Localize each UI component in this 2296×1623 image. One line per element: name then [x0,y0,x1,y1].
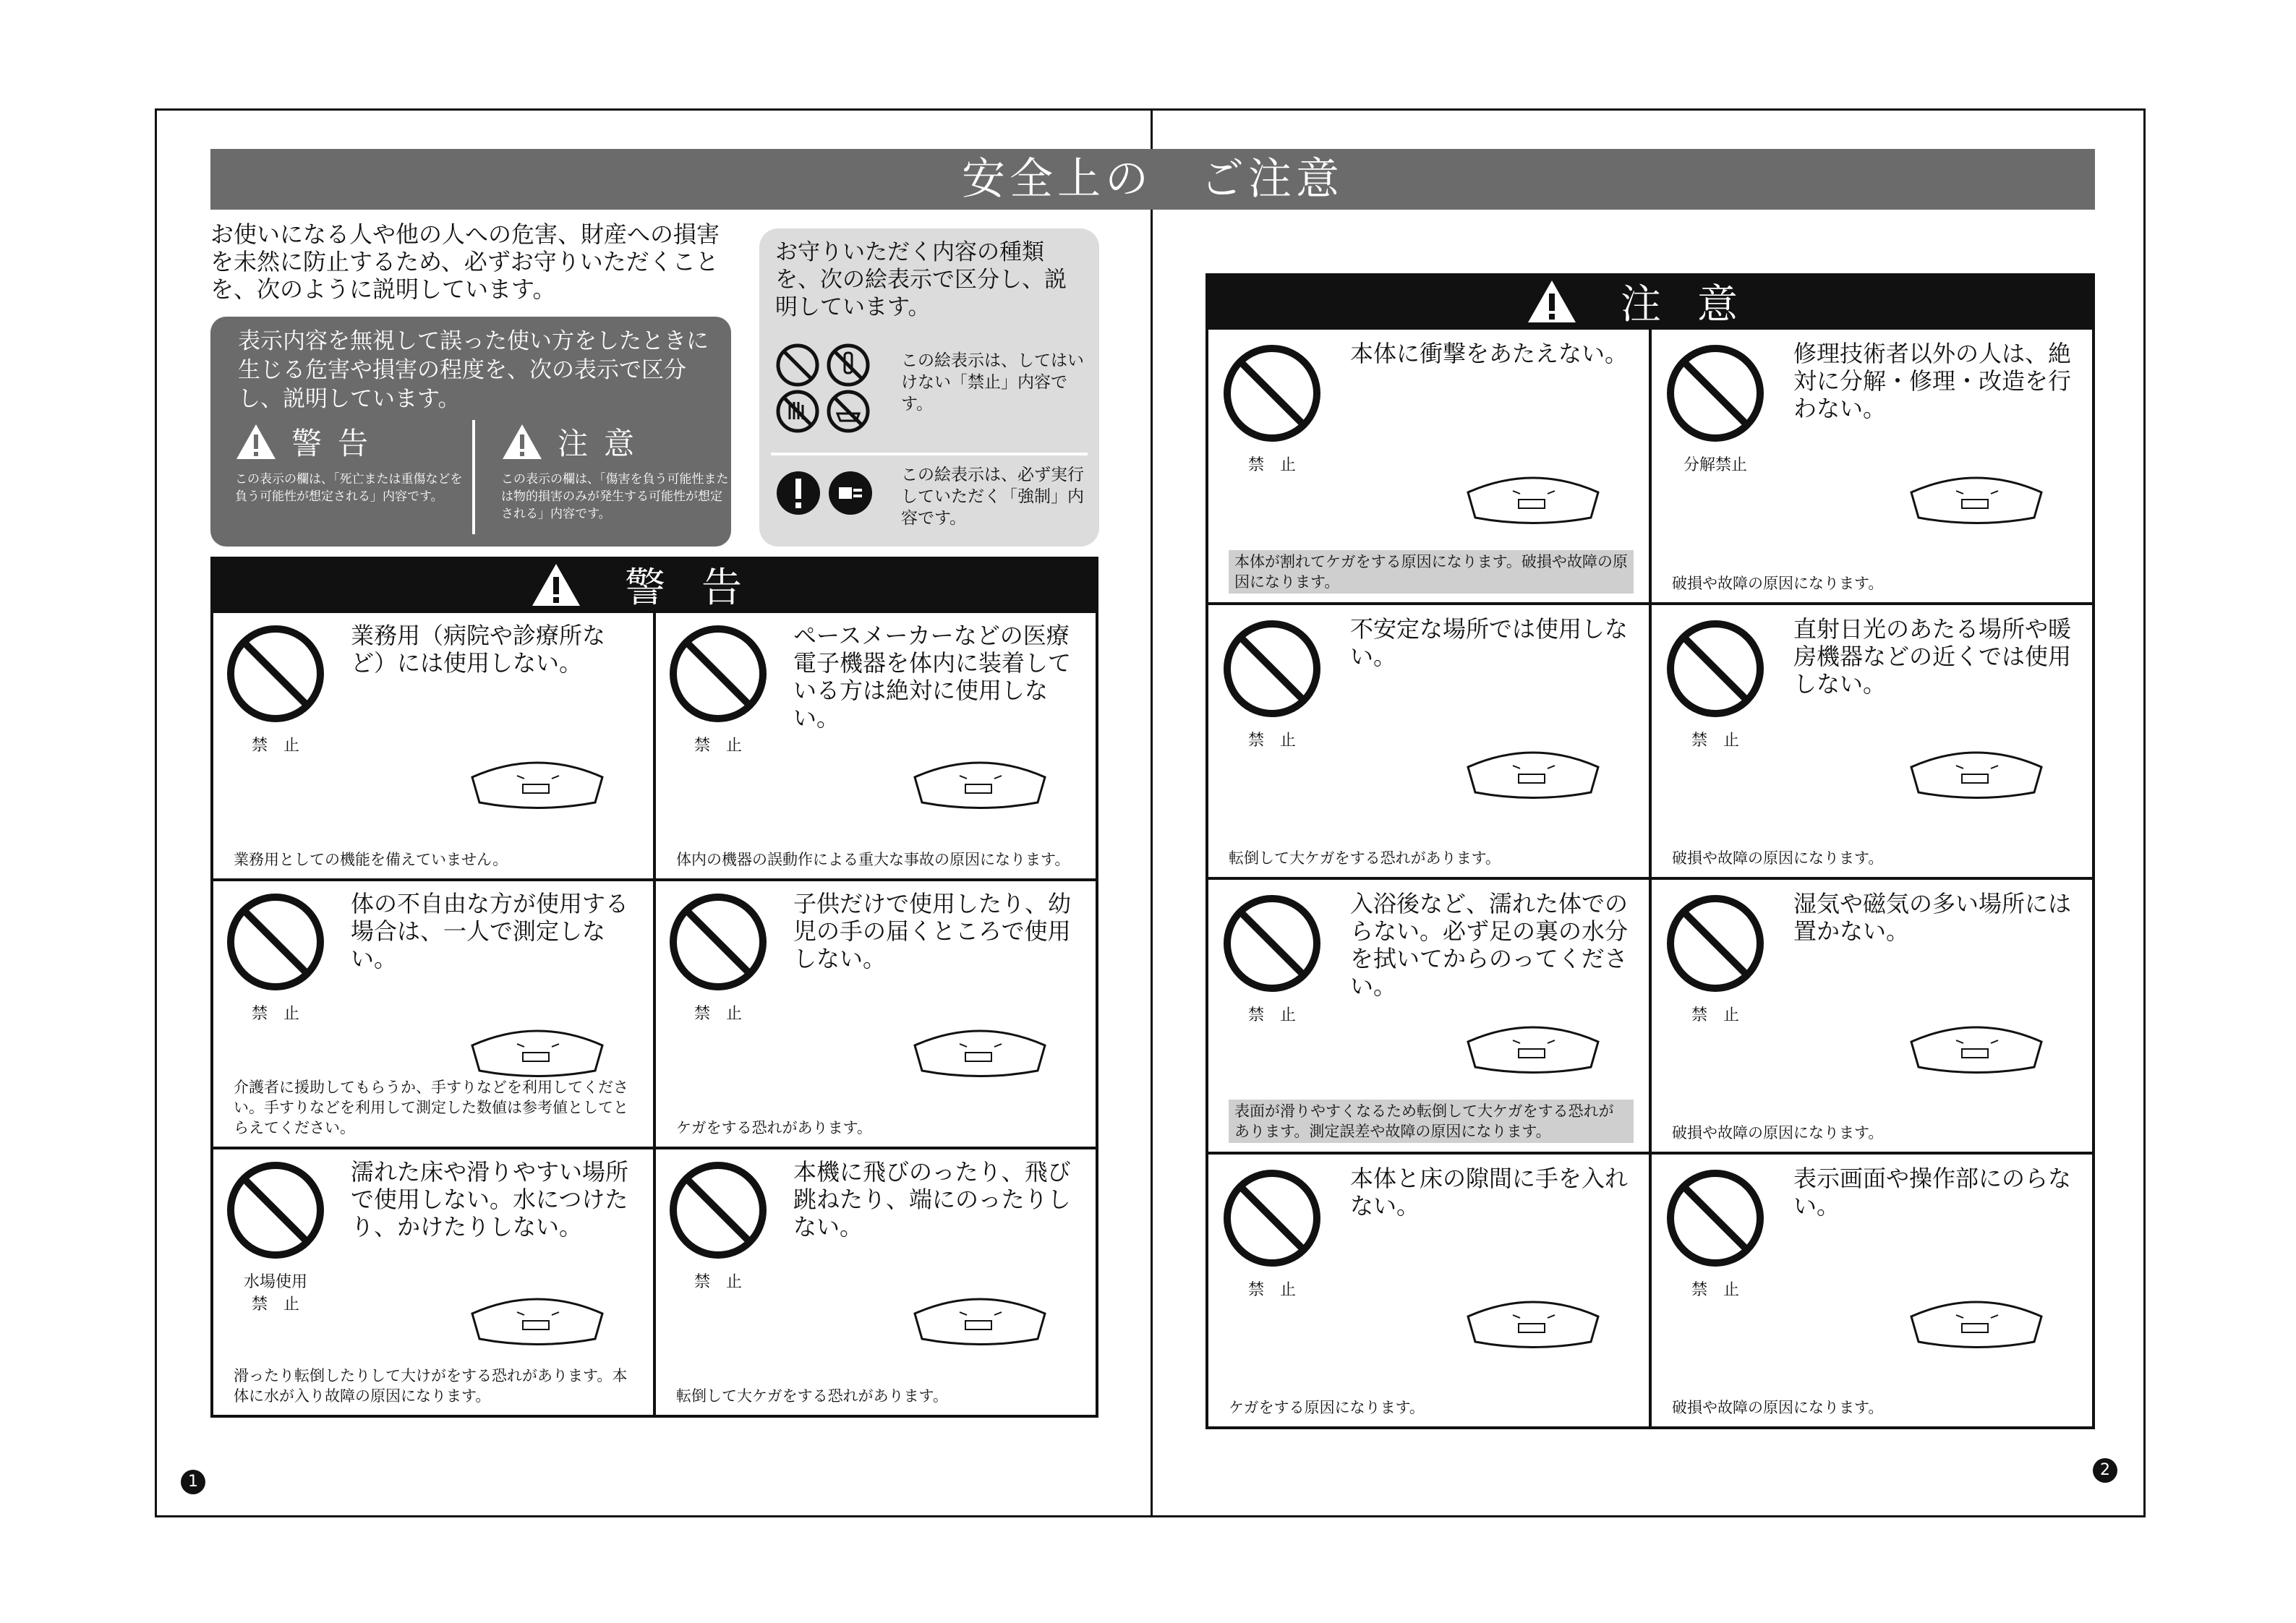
caution-section-item [1208,1155,1649,1426]
warning-section-item [213,613,653,878]
warning-signal-label: 警告 [291,426,385,461]
scale-illustration [1446,998,1620,1085]
symbol-box-divider [771,453,1088,455]
caution-section-item-label: 分解禁止 [1683,456,1747,474]
warning-section-item-label: 禁 止 [694,1005,742,1023]
caution-section-item-label: 禁 止 [1247,732,1296,750]
scale-illustration [1446,1273,1620,1360]
caution-section-item-text: 本体と床の隙間に手を入れない。 [1350,1165,1629,1220]
caution-grid [1205,330,2095,1429]
caution-signal-label: 注意 [558,426,651,461]
prohibition-icon [1665,343,1766,444]
scale-illustration [1890,998,2063,1085]
scale-illustration [1446,724,1620,810]
unplug-icon [827,470,874,516]
scale-illustration [893,1002,1067,1089]
caution-section-item [1652,1155,2092,1426]
caution-section-title: 注意 [1621,281,1774,328]
warning-section-item-text: ペースメーカーなどの医療電子機器を体内に装着している方は絶対に使用しない。 [793,622,1072,732]
warning-section-item [213,881,653,1147]
warning-section-item-text: 業務用（病院や診療所など）には使用しない。 [351,622,606,677]
page-number-1: 1 [181,1470,205,1494]
page-spine [1151,108,1153,1517]
prohibition-icon [225,1160,326,1261]
warning-section-item-text: 体の不自由な方が使用する場合は、一人で測定しない。 [351,890,629,972]
signal-divider [472,420,475,534]
warning-section-item-text: 本機に飛びのったり、飛び跳ねたり、端にのったりしない。 [793,1158,1071,1241]
symbol-explanation-text: お守りいただく内容の種類を、次の絵表示で区分し、説明しています。 [775,239,1067,320]
prohibition-icon [1221,343,1323,444]
prohibition-icon [1221,893,1323,994]
warning-section-item-label: 禁 止 [694,737,742,755]
warning-section-item-label: 禁 止 [251,1005,299,1023]
prohibition-symbols-row-2 [775,389,871,434]
caution-section-item-label: 禁 止 [1247,456,1296,474]
symbol-explanation-box [759,228,1099,547]
scale-illustration [893,734,1067,821]
caution-triangle-icon [501,423,543,461]
warning-section-item-note: 介護者に援助してもらうか、手すりなどを利用してください。手すりなどを利用して測定した数値は参考値としてとらえてください。 [234,1079,628,1136]
warning-triangle-icon [531,562,581,607]
scale-illustration [1446,449,1620,536]
prohibition-icon [667,623,769,724]
prohibition-icon [1665,893,1766,994]
scale-illustration [451,1270,624,1357]
caution-section-item-note: 表面が滑りやすくなるため転倒して大ケガをする恐れがあります。測定誤差や故障の原因になります。 [1229,1100,1634,1143]
caution-section-item-text: 直射日光のあたる場所や暖房機器などの近くでは使用しない。 [1793,615,2072,698]
scale-illustration [451,734,624,821]
warning-section-item-label: 水場使用 禁 止 [243,1273,307,1314]
prohibition-icon [1665,618,1766,719]
caution-section-item-note: 破損や故障の原因になります。 [1672,1399,1884,1416]
caution-section-item-text: 湿気や磁気の多い場所には置かない。 [1793,890,2072,945]
prohibition-icon [225,623,326,724]
caution-section-item-text: 表示画面や操作部にのらない。 [1793,1165,2072,1220]
warning-section-title: 警告 [625,565,778,612]
page-title: 安全上の ご注意 [210,149,2095,210]
warning-section-item-note: 転倒して大ケガをする恐れがあります。 [676,1387,948,1405]
caution-section-item-label: 禁 止 [1691,1006,1739,1024]
no-bath-icon [826,389,871,434]
warning-section-item-label: 禁 止 [251,737,299,755]
warning-section [210,557,1098,1418]
warning-section-item [656,613,1096,878]
page-number-2: 2 [2093,1458,2117,1483]
caution-section-header [1205,273,2095,330]
warning-grid [210,613,1098,1418]
warning-section-item-note: ケガをする恐れがあります。 [676,1119,872,1136]
caution-section-item-text: 本体に衝撃をあたえない。 [1350,340,1629,367]
caution-section-item-label: 禁 止 [1691,1281,1739,1299]
warning-section-item-note: 滑ったり転倒したりして大けがをする恐れがあります。本体に水が入り故障の原因になります。 [234,1367,628,1405]
mandatory-action-icon [775,470,821,516]
caution-signal-desc: この表示の欄は、「傷害を負う可能性または物的損害のみが発生する可能性が想定される」内容です。 [501,472,729,521]
display-explanation-box [210,317,731,547]
caution-section-item-note: 転倒して大ケガをする恐れがあります。 [1229,849,1501,867]
caution-section-item-note: ケガをする原因になります。 [1229,1399,1425,1416]
prohibition-icon [225,891,326,993]
warning-section-item [656,1149,1096,1415]
caution-triangle-icon [1527,279,1577,324]
warning-section-item-note: 業務用としての機能を備えていません。 [234,851,508,868]
warning-section-item-text: 濡れた床や滑りやすい場所で使用しない。水につけたり、かけたりしない。 [351,1158,629,1241]
prohibition-icon [1221,618,1323,719]
warning-signal [235,420,466,505]
warning-signal-desc: この表示の欄は、「死亡または重傷などを負う可能性が想定される」内容です。 [235,472,463,504]
warning-section-item [213,1149,653,1415]
prohibition-icon [775,343,820,387]
warning-section-header [210,557,1098,613]
prohibition-symbols-row-1 [775,343,871,387]
scale-illustration [1890,449,2063,536]
caution-section-item-label: 禁 止 [1247,1281,1296,1299]
mandatory-symbol-text: この絵表示は、必ず実行していただく「強制」内容です。 [901,466,1084,528]
scale-illustration [1890,1273,2063,1360]
prohibition-icon [667,891,769,993]
caution-section-item [1652,880,2092,1152]
warning-section-item-text: 子供だけで使用したり、幼児の手の届くところで使用しない。 [793,890,1072,972]
caution-section-item-note: 破損や故障の原因になります。 [1672,849,1884,867]
caution-section-item-text: 入浴後など、濡れた体でのらない。必ず足の裏の水分を拭いてからのってください。 [1350,890,1629,1000]
caution-signal [501,420,733,523]
caution-section-item [1208,880,1649,1152]
warning-triangle-icon [235,423,277,461]
caution-section-item-note: 破損や故障の原因になります。 [1672,575,1884,592]
display-explanation-text: 表示内容を無視して誤った使い方をしたときに生じる危害や損害の程度を、次の表示で区分し、説明しています。 [238,328,709,412]
caution-section [1205,273,2095,1429]
scale-illustration [893,1270,1067,1357]
caution-section-item-label: 禁 止 [1247,1006,1296,1024]
caution-section-item [1208,330,1649,602]
caution-section-item-text: 不安定な場所では使用しない。 [1350,615,1629,670]
caution-section-item [1208,605,1649,877]
prohibition-icon [1665,1168,1766,1269]
no-touch-icon [826,343,871,387]
caution-section-item-text: 修理技術者以外の人は、絶対に分解・修理・改造を行わない。 [1793,340,2072,422]
scale-illustration [451,1002,624,1089]
caution-section-item-note: 本体が割れてケガをする原因になります。破損や故障の原因になります。 [1229,550,1634,594]
warning-section-item-note: 体内の機器の誤動作による重大な事故の原因になります。 [676,851,1070,868]
warning-section-item-label: 禁 止 [694,1273,742,1291]
scale-illustration [1890,724,2063,810]
caution-section-item-note: 破損や故障の原因になります。 [1672,1124,1884,1142]
caution-section-item [1652,330,2092,602]
caution-section-item-label: 禁 止 [1691,732,1739,750]
prohibited-symbol-text: この絵表示は、してはいけない「禁止」内容です。 [901,351,1084,414]
prohibition-icon [667,1160,769,1261]
caution-section-item [1652,605,2092,877]
no-hand-icon [775,389,820,434]
mandatory-symbols-row [775,470,874,516]
prohibition-icon [1221,1168,1323,1269]
intro-text: お使いになる人や他の人への危害、財産への損害を未然に防止するため、必ずお守りいただくことを、次のように説明しています。 [210,220,720,303]
warning-section-item [656,881,1096,1147]
